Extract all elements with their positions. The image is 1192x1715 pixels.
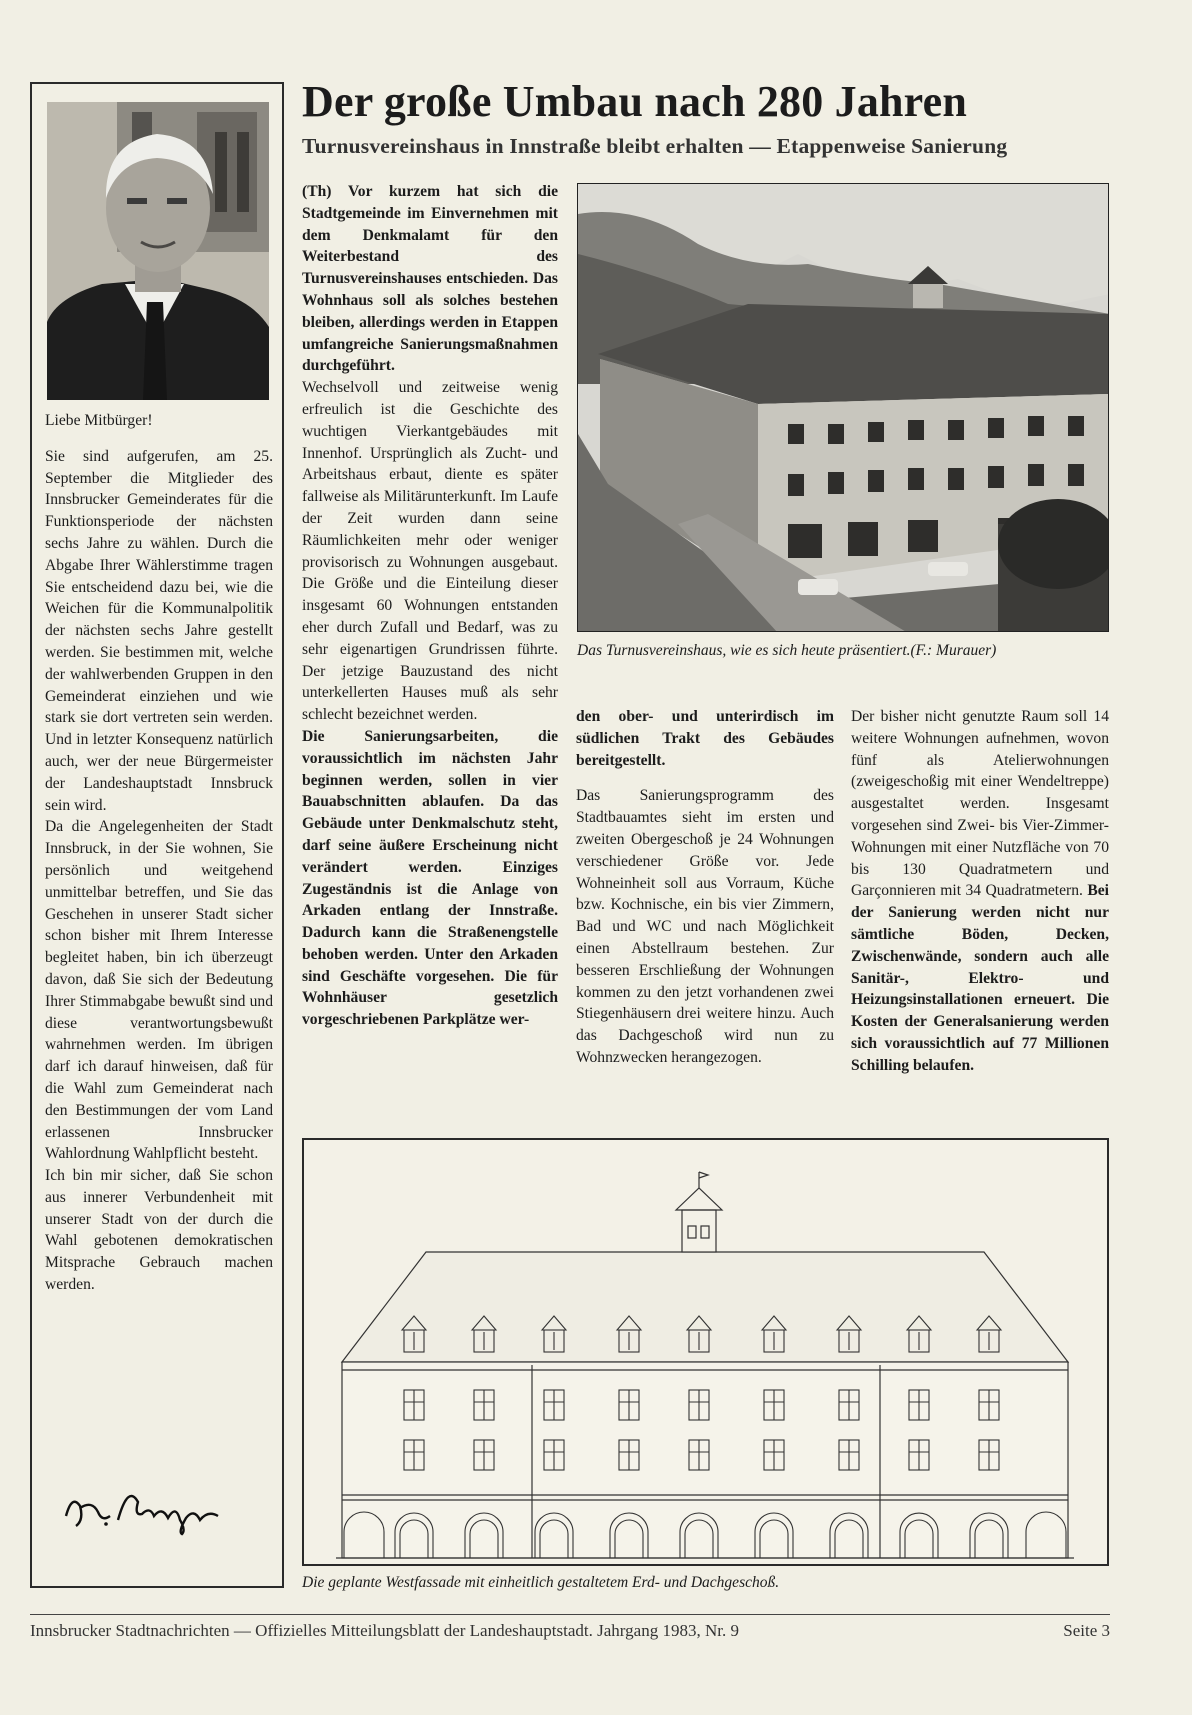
letter-paragraph: Da die Angelegenheiten der Stadt Innsbruck, in der Sie wohnen, Sie persönlich und weitgehend unmittelbar betreffen, und Sie das Geschehen in unserer Stadt sicher schon bisher mit Ihrem Interesse begleitet haben, bin ich überzeugt davon, daß Sie sich der Bedeutung Ihrer Stimmabgabe bewußt sind und diese verantwortungsbewußt wahrnehmen werden. Im übrigen darf ich darauf hinweisen, daß für die Wahl zum Gemeinderat nach den Bestimmungen der vom Land erlassenen Innsbrucker Wahlordnung Wahlpflicht besteht. [45,818,273,1163]
footer-divider [30,1614,1110,1615]
article-paragraph: den ober- und unterirdisch im südlichen Trakt des Gebäudes bereitgestellt. [576,708,834,769]
article-paragraph: Wechselvoll und zeitweise wenig erfreulich ist die Geschichte des wuchtigen Vierkantgebäudes mit Innenhof. Ursprünglich als Zucht- und Arbeitshaus erbaut, diente es später fallweise als Militärunterkunft. Im Laufe der Zeit wurden dann seine Räumlichkeiten mehr oder weniger provisorisch zu Wohnungen ausgebaut. Die Größe und die Einteilung dieser insgesamt 60 Wohnungen entstanden eher durch Zufall und Bedarf, was zu sehr eigenartigen Grundrissen führte. Der jetzige Bauzustand des nicht unterkellerten Hauses muß als sehr schlecht bezeichnet werden. [302,379,558,724]
mayor-signature [58,1476,238,1536]
facade-drawing [302,1138,1109,1566]
article-subheadline: Turnusvereinshaus in Innstraße bleibt erhalten — Etappenweise Sanierung [302,134,1008,158]
article-text-bold: Bei der Sanierung werden nicht nur sämtliche Böden, Decken, Zwischenwände, sondern auch alle Sanitär-, Elektro- und Heizungsinstallationen erneuert. Die Kosten der Generalsanierung werden sich voraussichtlich auf 77 Millionen Schilling belaufen. [851,882,1109,1074]
article-paragraph: Die Sanierungsarbeiten, die voraussichtlich im nächsten Jahr beginnen werden, sollen in vier Bauabschnitten ablaufen. Da das Gebäude unter Denkmalschutz steht, darf seine äußere Erscheinung nicht verändert werden. Einziges Zugeständnis ist die Anlage von Arkaden entlang der Innstraße. Dadurch kann die Straßenengstelle behoben werden. Unter den Arkaden sind Geschäfte vorgesehen. Die für Wohnhäuser gesetzlich vorgeschriebenen Parkplätze wer- [302,727,558,1029]
page-footer [30,1619,1110,1643]
footer-publication: Innsbrucker Stadtnachrichten — Offizielles Mitteilungsblatt der Landeshauptstadt. Jahrgang 1983, Nr. 9 [30,1621,739,1640]
letter-text [45,410,273,1296]
page-number: Seite 3 [1063,1621,1110,1640]
building-photo [577,183,1109,632]
letter-paragraph: Ich bin mir sicher, daß Sie schon aus innerer Verbundenheit mit unserer Stadt von der durch die Wahl gebotenen demokratischen Mitsprache Gebrauch machen werden. [45,1167,273,1294]
mayor-portrait [47,102,269,400]
article-column-3 [851,706,1109,1077]
article-column-2 [576,706,834,1069]
article-text: Der bisher nicht genutzte Raum soll 14 weitere Wohnungen aufnehmen, wovon fünf als Atelierwohnungen (zweigeschoßig mit einer Wendeltreppe) ausgestaltet werden. Insgesamt vorgesehen sind Zwei- bis Vier-Zimmer-Wohnungen mit einer Nutzfläche von 70 bis 130 Quadratmetern und Garçonnieren mit 34 Quadratmetern. [851,708,1109,900]
article-paragraph: Das Sanierungsprogramm des Stadtbauamtes sieht im ersten und zweiten Obergeschoß je 24 Wohnungen verschiedener Größe vor. Jede Wohneinheit soll aus Vorraum, Küche bzw. Kochnische, ein bis vier Zimmern, Bad und WC und nach Möglichkeit einen Abstellraum bestehen. Zur besseren Erschließung der Wohnungen kommen zu den jetzt vorhandenen zwei Stiegenhäusern drei weitere hinzu. Auch das Dachgeschoß wird nun zu Wohnzwecken herangezogen. [576,787,834,1066]
article-column-1 [302,181,558,1031]
article-paragraph [851,706,1109,1077]
mayor-letter-box [30,82,284,1588]
article-lead: (Th) Vor kurzem hat sich die Stadtgemeinde im Einvernehmen mit dem Denkmalamt für den Weiterbestand des Turnusvereinshauses entschieden. Das Wohnhaus soll als solches bestehen bleiben, allerdings werden in Etappen umfangreiche Sanierungsmaßnahmen durchgeführt. [302,183,558,375]
letter-greeting: Liebe Mitbürger! [45,412,153,429]
letter-paragraph: Sie sind aufgerufen, am 25. September die Mitglieder des Innsbrucker Gemeinderates für die Funktionsperiode der nächsten sechs Jahre zu wählen. Durch die Abgabe Ihrer Wählerstimme tragen Sie entscheidend dazu bei, wie die Weichen für die Kommunalpolitik der nächsten sechs Jahre gestellt werden. Sie bestimmen mit, welche der wahlwerbenden Gruppen in den Gemeinderat einziehen und wie stark sie dort vertreten sein werden. Und in letzter Konsequenz natürlich auch, wer der neue Bürgermeister der Landeshauptstadt Innsbruck sein wird. [45,447,273,814]
article-headline: Der große Umbau nach 280 Jahren [302,77,968,126]
photo-caption: Das Turnusvereinshaus, wie es sich heute präsentiert.(F.: Murauer) [577,642,997,659]
drawing-caption: Die geplante Westfassade mit einheitlich gestaltetem Erd- und Dachgeschoß. [302,1574,780,1591]
